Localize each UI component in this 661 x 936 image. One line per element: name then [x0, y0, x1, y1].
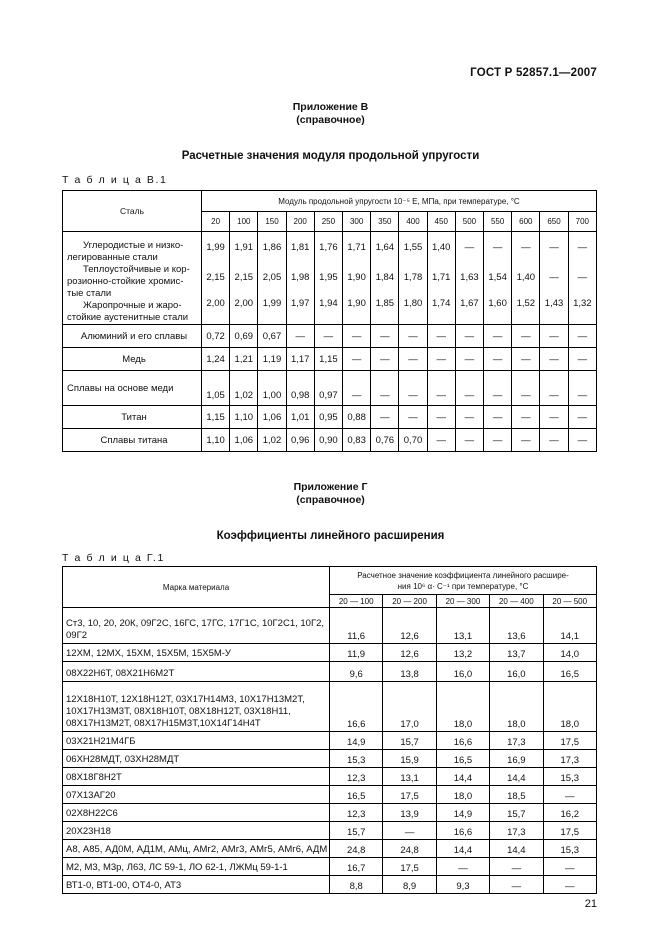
steel-name-line: Жаропрочные и жаро-: [83, 300, 182, 311]
table-row: [63, 876, 597, 894]
table-cell: —: [540, 406, 568, 429]
table-cell: 11,6: [330, 608, 383, 644]
table-cell: 0,97: [314, 371, 342, 406]
table-cell: 18,0: [490, 682, 543, 732]
cell-value: 1,74: [431, 298, 451, 309]
table-cell: 14,1: [543, 608, 597, 644]
table-cell: —: [484, 325, 512, 348]
material-grade: 20Х23Н18: [63, 822, 330, 840]
modulus-table: [62, 190, 597, 452]
table-row: [63, 662, 597, 682]
table-cell: —: [436, 858, 489, 876]
table-cell: [568, 232, 596, 325]
range-header: 20 — 100: [330, 595, 383, 608]
table-cell: [343, 232, 371, 325]
table-cell: 13,1: [383, 768, 436, 786]
table-cell: —: [543, 876, 597, 894]
cell-value: 1,78: [403, 272, 423, 283]
table-cell: —: [484, 371, 512, 406]
cell-value: 1,76: [319, 242, 338, 253]
table-cell: —: [286, 325, 314, 348]
material-name: Сплавы титана: [63, 429, 202, 452]
table-cell: —: [540, 429, 568, 452]
table-cell: 16,6: [436, 732, 489, 750]
table-cell: —: [399, 348, 427, 371]
table-cell: 14,4: [490, 768, 543, 786]
table-cell: —: [484, 406, 512, 429]
material-name: Сплавы на основе меди: [63, 371, 202, 406]
table-cell: —: [427, 406, 455, 429]
table-cell: 12,6: [383, 608, 436, 644]
page-number: 21: [584, 898, 597, 910]
cell-value: 1,52: [516, 298, 536, 309]
material-grade: А8, А85, АД0М, АД1М, АМц, АМг2, АМг3, АМг5, АМг6, АДМ: [63, 840, 330, 858]
table-cell: 0,72: [202, 325, 230, 348]
table-cell: 0,98: [286, 371, 314, 406]
table-cell: 14,0: [543, 644, 597, 662]
cell-value: 1,81: [290, 242, 310, 253]
cell-value: —: [577, 242, 588, 253]
cell-value: 1,54: [488, 272, 507, 283]
table-cell: —: [540, 371, 568, 406]
table-cell: 17,3: [490, 822, 543, 840]
table-cell: [484, 232, 512, 325]
cell-value: 1,98: [290, 272, 310, 283]
column-header-steel: Сталь: [63, 191, 202, 232]
table-cell: 14,4: [436, 768, 489, 786]
cell-value: 2,00: [206, 298, 225, 309]
table-cell: 16,2: [543, 804, 597, 822]
table-cell: —: [512, 371, 540, 406]
table-cell: 1,02: [230, 371, 258, 406]
temp-header: 200: [286, 212, 314, 232]
table-row: [63, 804, 597, 822]
table-cell: [540, 232, 568, 325]
range-header: 20 — 300: [436, 595, 489, 608]
cell-value: 2,05: [262, 272, 282, 283]
table-cell: —: [371, 348, 399, 371]
table-row: [63, 822, 597, 840]
table-cell: 13,6: [490, 608, 543, 644]
table-cell: —: [371, 406, 399, 429]
cell-value: 1,90: [347, 272, 366, 283]
cell-value: 1,84: [375, 272, 395, 283]
table-cell: 1,02: [258, 429, 286, 452]
table-cell: —: [399, 406, 427, 429]
table-cell: [371, 232, 399, 325]
table-cell: 0,69: [230, 325, 258, 348]
table-row: [63, 348, 597, 371]
table-cell: 15,3: [330, 750, 383, 768]
table-cell: 18,0: [543, 682, 597, 732]
table-cell: 12,3: [330, 804, 383, 822]
table-cell: [427, 232, 455, 325]
table-cell: —: [427, 325, 455, 348]
table-cell: —: [568, 371, 596, 406]
cell-value: 1,63: [460, 272, 479, 283]
table-cell: 18,0: [436, 682, 489, 732]
table-row: [63, 644, 597, 662]
table-cell: 15,7: [383, 732, 436, 750]
material-grade: 08Х22Н6Т, 08Х21Н6М2Т: [63, 662, 330, 682]
table-cell: 17,3: [490, 732, 543, 750]
cell-value: —: [577, 272, 588, 283]
cell-value: 1,91: [234, 242, 254, 253]
table-cell: 16,5: [436, 750, 489, 768]
table-cell: 12,3: [330, 768, 383, 786]
table-cell: 8,8: [330, 876, 383, 894]
cell-value: 1,90: [347, 298, 366, 309]
table-cell: —: [543, 858, 597, 876]
steel-name-line: Теплоустойчивые и кор-: [83, 264, 190, 275]
table-row: [63, 682, 597, 732]
temp-header: 350: [371, 212, 399, 232]
cell-value: —: [549, 242, 559, 253]
steel-name-line: легированные стали: [67, 252, 158, 263]
steel-name-line: стойкие аустенитные стали: [67, 312, 189, 323]
table-cell: 13,7: [490, 644, 543, 662]
table-cell: [202, 232, 230, 325]
table-cell: 14,4: [490, 840, 543, 858]
table-cell: —: [455, 348, 483, 371]
cell-value: —: [549, 272, 559, 283]
table-cell: 1,01: [286, 406, 314, 429]
table-cell: 1,10: [202, 429, 230, 452]
table-cell: 0,90: [314, 429, 342, 452]
table-cell: [399, 232, 427, 325]
table-cell: 1,19: [258, 348, 286, 371]
table-cell: 0,76: [371, 429, 399, 452]
table-cell: [258, 232, 286, 325]
material-grade: 08Х18Г8Н2Т: [63, 768, 330, 786]
cell-value: 1,64: [375, 242, 395, 253]
table-cell: [230, 232, 258, 325]
annex-b-subtitle: (справочное): [296, 114, 365, 126]
temp-header: 250: [314, 212, 342, 232]
table-cell: 24,8: [383, 840, 436, 858]
table-row: [63, 768, 597, 786]
table-cell: 16,5: [543, 662, 597, 682]
table-cell: 0,83: [343, 429, 371, 452]
table-cell: 16,7: [330, 858, 383, 876]
table-cell: 15,3: [543, 768, 597, 786]
material-grade: 07Х13АГ20: [63, 786, 330, 804]
table-g-label: Т а б л и ц а Г.1: [62, 552, 165, 564]
table-cell: 12,6: [383, 644, 436, 662]
table-cell: 14,4: [436, 840, 489, 858]
table-cell: 1,06: [258, 406, 286, 429]
table-cell: 17,5: [383, 858, 436, 876]
temp-header: 650: [540, 212, 568, 232]
table-cell: 1,15: [202, 406, 230, 429]
table-cell: 8,9: [383, 876, 436, 894]
table-cell: 11,9: [330, 644, 383, 662]
temp-header: 300: [343, 212, 371, 232]
table-cell: 1,17: [286, 348, 314, 371]
table-cell: 16,6: [330, 682, 383, 732]
table-cell: 17,3: [543, 750, 597, 768]
column-header-material: Марка материала: [63, 567, 330, 608]
material-grade: 06ХН28МДТ, 03ХН28МДТ: [63, 750, 330, 768]
table-cell: —: [427, 429, 455, 452]
cell-value: 2,15: [234, 272, 254, 283]
table-cell: —: [543, 786, 597, 804]
table-row: [63, 786, 597, 804]
table-cell: 17,5: [543, 732, 597, 750]
table-cell: 17,0: [383, 682, 436, 732]
table-cell: 1,10: [230, 406, 258, 429]
steel-group-names: [63, 232, 202, 325]
material-name: Алюминий и его сплавы: [63, 325, 202, 348]
table-cell: 14,9: [436, 804, 489, 822]
table-cell: —: [568, 348, 596, 371]
table-cell: —: [399, 325, 427, 348]
table-cell: 16,5: [330, 786, 383, 804]
temp-header: 20: [202, 212, 230, 232]
temp-header: 600: [512, 212, 540, 232]
cell-value: 1,60: [488, 298, 507, 309]
table-cell: 13,8: [383, 662, 436, 682]
table-cell: 0,96: [286, 429, 314, 452]
table-cell: —: [540, 325, 568, 348]
table-cell: —: [399, 371, 427, 406]
table-cell: —: [455, 406, 483, 429]
material-grade: 03Х21Н21М4ГБ: [63, 732, 330, 750]
cell-value: 1,99: [206, 242, 225, 253]
table-cell: —: [568, 429, 596, 452]
table-cell: —: [383, 822, 436, 840]
cell-value: 1,94: [319, 298, 338, 309]
table-row: [63, 750, 597, 768]
table-cell: 16,0: [436, 662, 489, 682]
table-cell: 13,9: [383, 804, 436, 822]
table-cell: —: [314, 325, 342, 348]
table-cell: 1,21: [230, 348, 258, 371]
table-cell: 15,7: [330, 822, 383, 840]
table-cell: —: [512, 348, 540, 371]
table-cell: 17,5: [543, 822, 597, 840]
cell-value: 1,67: [460, 298, 479, 309]
table-row: [63, 858, 597, 876]
annex-b-heading: Расчетные значения модуля продольной упругости: [181, 150, 480, 162]
table-cell: —: [512, 406, 540, 429]
cell-value: 2,15: [206, 272, 225, 283]
table-cell: 0,67: [258, 325, 286, 348]
column-header-modulus: Модуль продольной упругости 10⁻⁵ E, МПа, при температуре, °С: [202, 191, 597, 212]
temp-header: 400: [399, 212, 427, 232]
table-b-label: Т а б л и ц а В.1: [62, 174, 168, 186]
cell-value: —: [492, 242, 503, 253]
material-grade: М2, М3, М3р, Л63, ЛС 59-1, ЛО 62-1, ЛЖМц 59-1-1: [63, 858, 330, 876]
table-cell: 16,0: [490, 662, 543, 682]
table-cell: 1,05: [202, 371, 230, 406]
table-cell: [512, 232, 540, 325]
table-cell: —: [568, 406, 596, 429]
range-header: 20 — 200: [383, 595, 436, 608]
temp-header: 450: [427, 212, 455, 232]
cell-value: —: [464, 242, 475, 253]
column-header-coefficient: [330, 567, 597, 595]
expansion-table: [62, 566, 597, 894]
table-cell: [455, 232, 483, 325]
annex-g-title: Приложение Г: [293, 481, 368, 493]
material-name: Медь: [63, 348, 202, 371]
table-cell: 18,0: [436, 786, 489, 804]
table-cell: 1,00: [258, 371, 286, 406]
table-cell: 0,95: [314, 406, 342, 429]
table-cell: —: [568, 325, 596, 348]
table-cell: —: [484, 429, 512, 452]
steel-name-line: тые стали: [67, 288, 112, 299]
temp-header: 500: [455, 212, 483, 232]
table-row: [63, 325, 597, 348]
table-cell: —: [490, 858, 543, 876]
table-cell: 13,1: [436, 608, 489, 644]
annex-b-title: Приложение В: [292, 101, 369, 113]
temp-header: 100: [230, 212, 258, 232]
cell-value: 1,71: [431, 272, 451, 283]
table-cell: 13,2: [436, 644, 489, 662]
table-cell: 1,06: [230, 429, 258, 452]
material-grade: ВТ1-0, ВТ1-00, ОТ4-0, АТ3: [63, 876, 330, 894]
table-row: [63, 371, 597, 406]
cell-value: 1,97: [290, 298, 310, 309]
table-cell: —: [455, 371, 483, 406]
cell-value: 1,80: [403, 298, 423, 309]
table-cell: —: [490, 876, 543, 894]
cell-value: 1,86: [262, 242, 282, 253]
table-row: [63, 429, 597, 452]
table-cell: 0,70: [399, 429, 427, 452]
table-cell: 1,24: [202, 348, 230, 371]
table-cell: 14,9: [330, 732, 383, 750]
material-grade: 12ХМ, 12МХ, 15ХМ, 15Х5М, 15Х5М-У: [63, 644, 330, 662]
material-grade: 12Х18Н10Т, 12Х18Н12Т, 03Х17Н14М3, 10Х17Н13М2Т, 10Х17Н13М3Т, 08Х18Н10Т, 08Х18Н12Т, 03Х18Н11, 08Х17Н13М2Т, 08Х17Н15М3Т,10Х14Г14Н4Т: [63, 682, 330, 732]
table-cell: 1,15: [314, 348, 342, 371]
table-cell: —: [540, 348, 568, 371]
table-cell: —: [455, 429, 483, 452]
temp-header: 700: [568, 212, 596, 232]
table-cell: —: [343, 325, 371, 348]
table-cell: 17,5: [383, 786, 436, 804]
table-cell: —: [455, 325, 483, 348]
table-cell: 15,7: [490, 804, 543, 822]
range-header: 20 — 400: [490, 595, 543, 608]
cell-value: 1,71: [347, 242, 366, 253]
table-cell: [314, 232, 342, 325]
table-cell: 24,8: [330, 840, 383, 858]
material-grade: Ст3, 10, 20, 20К, 09Г2С, 16ГС, 17ГС, 17Г1С, 10Г2С1, 10Г2, 09Г2: [63, 608, 330, 644]
table-cell: —: [371, 371, 399, 406]
table-cell: —: [484, 348, 512, 371]
cell-value: 1,40: [431, 242, 451, 253]
table-cell: —: [343, 348, 371, 371]
table-cell: —: [427, 371, 455, 406]
table-cell: —: [427, 348, 455, 371]
table-cell: 15,9: [383, 750, 436, 768]
table-cell: [286, 232, 314, 325]
cell-value: 2,00: [234, 298, 254, 309]
table-row: [63, 732, 597, 750]
cell-value: 1,32: [573, 298, 592, 309]
coef-header-line-1: Расчетное значение коэффициента линейного расшире-: [357, 570, 569, 580]
table-cell: 18,5: [490, 786, 543, 804]
cell-value: 1,85: [375, 298, 395, 309]
table-row: [63, 406, 597, 429]
annex-g-subtitle: (справочное): [296, 494, 365, 506]
cell-value: 1,95: [319, 272, 338, 283]
cell-value: 1,43: [544, 298, 564, 309]
table-cell: 15,3: [543, 840, 597, 858]
steel-name-line: розионно-стойкие хромис-: [67, 276, 184, 287]
table-cell: —: [512, 429, 540, 452]
cell-value: —: [521, 242, 531, 253]
table-cell: 16,6: [436, 822, 489, 840]
table-cell: 9,6: [330, 662, 383, 682]
range-header: 20 — 500: [543, 595, 597, 608]
material-name: Титан: [63, 406, 202, 429]
table-row-steel-group: [63, 232, 597, 325]
cell-value: 1,55: [403, 242, 423, 253]
table-row: [63, 608, 597, 644]
table-cell: 0,88: [343, 406, 371, 429]
temp-header: 550: [484, 212, 512, 232]
table-cell: —: [371, 325, 399, 348]
steel-name-line: Углеродистые и низко-: [83, 240, 184, 251]
coef-header-line-2: ния 10⁶ α· С⁻¹ при температуре, °С: [397, 581, 529, 591]
table-cell: 16,9: [490, 750, 543, 768]
table-row: [63, 840, 597, 858]
table-cell: —: [343, 371, 371, 406]
table-cell: —: [512, 325, 540, 348]
document-id: ГОСТ Р 52857.1—2007: [470, 67, 597, 79]
table-cell: 9,3: [436, 876, 489, 894]
annex-g-heading: Коэффициенты линейного расширения: [216, 530, 445, 542]
cell-value: 1,40: [516, 272, 536, 283]
temp-header: 150: [258, 212, 286, 232]
cell-value: 1,99: [262, 298, 282, 309]
material-grade: 02Х8Н22С6: [63, 804, 330, 822]
